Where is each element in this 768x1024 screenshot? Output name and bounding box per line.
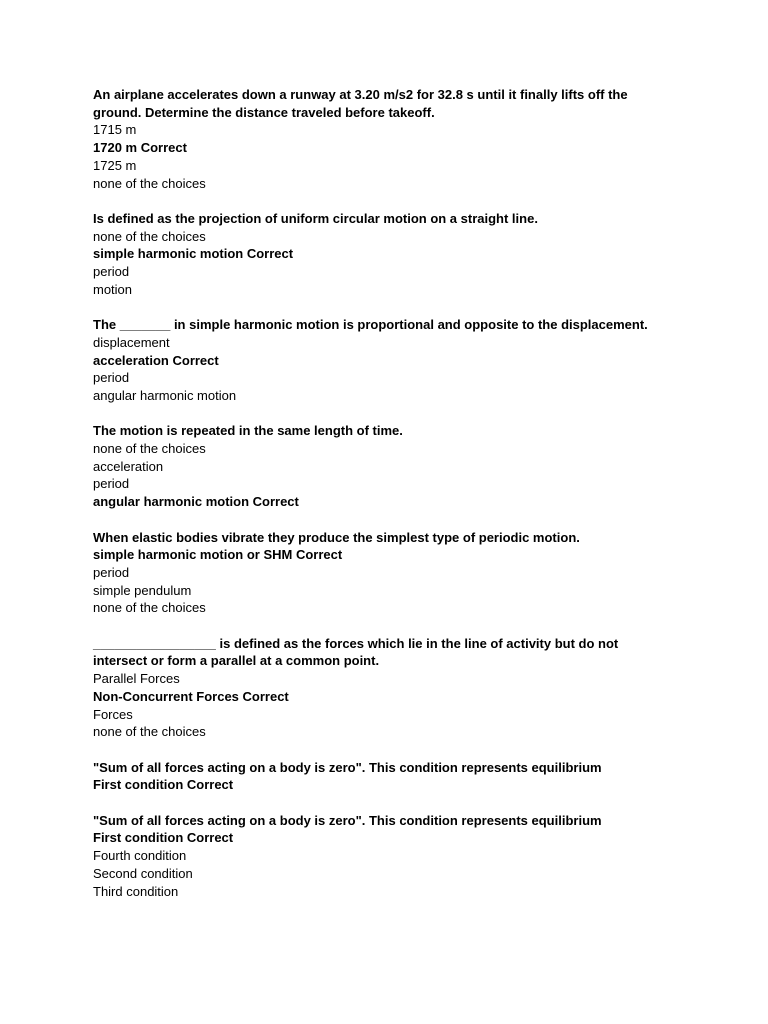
answer-choice: none of the choices — [93, 600, 206, 616]
question-text: The _______ in simple harmonic motion is proportional and opposite to the displacement. — [93, 317, 648, 333]
question-block-1 — [93, 86, 673, 192]
answer-choice: Second condition — [93, 865, 193, 881]
question-block-7 — [93, 759, 673, 794]
answer-choice: angular harmonic motion — [93, 387, 237, 403]
correct-answer-choice: 1720 m Correct — [93, 140, 187, 156]
question-text: The motion is repeated in the same length of time. — [93, 423, 403, 439]
answer-choice: Parallel Forces — [93, 671, 180, 687]
correct-answer-choice: angular harmonic motion Correct — [93, 494, 299, 510]
question-block-8 — [93, 812, 673, 901]
answer-choice: none of the choices — [93, 228, 206, 244]
question-block-6 — [93, 635, 673, 741]
quiz-document — [93, 86, 673, 918]
correct-answer-choice: simple harmonic motion or SHM Correct — [93, 547, 343, 563]
question-text: "Sum of all forces acting on a body is zero". This condition represents equilibrium — [93, 812, 602, 828]
question-text: When elastic bodies vibrate they produce the simplest type of periodic motion. — [93, 529, 580, 545]
question-text: An airplane accelerates down a runway at 3.20 m/s2 for 32.8 s until it finally lifts off the ground. Determine the distance traveled before takeoff. — [93, 87, 628, 120]
correct-answer-choice: acceleration Correct — [93, 352, 219, 368]
answer-choice: period — [93, 370, 130, 386]
answer-choice: none of the choices — [93, 175, 206, 191]
answer-choice: Forces — [93, 706, 133, 722]
answer-choice: displacement — [93, 334, 170, 350]
question-block-3 — [93, 316, 673, 405]
answer-choice: Fourth condition — [93, 848, 187, 864]
question-block-2 — [93, 210, 673, 299]
question-block-4 — [93, 422, 673, 511]
answer-choice: period — [93, 264, 130, 280]
correct-answer-choice: simple harmonic motion Correct — [93, 246, 294, 262]
answer-choice: acceleration — [93, 458, 164, 474]
answer-choice: period — [93, 476, 130, 492]
correct-answer-choice: First condition Correct — [93, 830, 234, 846]
answer-choice: none of the choices — [93, 441, 206, 457]
answer-choice: none of the choices — [93, 724, 206, 740]
question-text: Is defined as the projection of uniform circular motion on a straight line. — [93, 210, 538, 226]
correct-answer-choice: First condition Correct — [93, 777, 234, 793]
answer-choice: 1725 m — [93, 157, 137, 173]
answer-choice: Third condition — [93, 883, 179, 899]
question-text: "Sum of all forces acting on a body is zero". This condition represents equilibrium — [93, 759, 602, 775]
question-block-5 — [93, 529, 673, 618]
correct-answer-choice: Non-Concurrent Forces Correct — [93, 688, 289, 704]
question-text: _________________ is defined as the forces which lie in the line of activity but do not intersect or form a parallel at a common point. — [93, 635, 619, 669]
answer-choice: simple pendulum — [93, 582, 192, 598]
answer-choice: 1715 m — [93, 122, 137, 138]
answer-choice: period — [93, 564, 130, 580]
answer-choice: motion — [93, 281, 133, 297]
